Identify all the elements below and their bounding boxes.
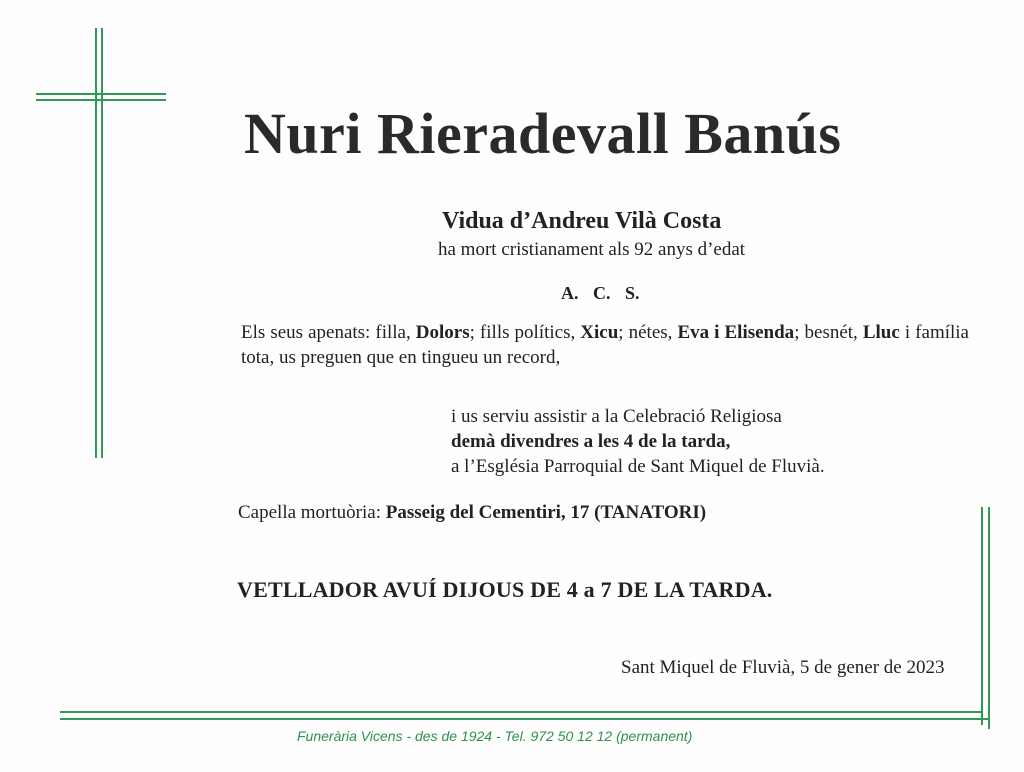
cross-horizontal-line: [36, 93, 166, 95]
family-text: ; nétes,: [618, 322, 678, 343]
frame-horizontal-line: [60, 718, 990, 720]
inlaws-name: Xicu: [580, 322, 619, 343]
acs-abbreviation: A. C. S.: [561, 283, 640, 303]
ceremony-line-3: a l’Església Parroquial de Sant Miquel de Fluvià.: [451, 456, 825, 477]
chapel-address: Passeig del Cementiri, 17 (TANATORI): [385, 502, 707, 523]
wake-line: VETLLADOR AVUÍ DIJOUS DE 4 a 7 DE LA TARDA.: [237, 577, 773, 602]
daughter-name: Dolors: [415, 322, 470, 343]
widow-of-line: Vidua d’Andreu Vilà Costa: [442, 208, 722, 234]
funeral-home-footer: Funerària Vicens - des de 1924 - Tel. 972 50 12 12 (permanent): [297, 728, 693, 744]
frame-horizontal-line: [60, 711, 983, 713]
deceased-name: Nuri Rieradevall Banús: [244, 101, 842, 166]
greatgrandson-name: Lluc: [862, 322, 900, 343]
ceremony-line-2: demà divendres a les 4 de la tarda,: [451, 431, 731, 452]
family-text: ; fills polítics,: [469, 322, 581, 343]
cross-horizontal-line: [36, 99, 166, 101]
family-text: i família tota, us preguen que en tingueu un record,: [241, 322, 969, 368]
frame-vertical-line: [988, 507, 990, 729]
family-text: ; besnét,: [794, 322, 863, 343]
frame-vertical-line: [981, 507, 983, 725]
death-line: ha mort cristianament als 92 anys d’edat: [438, 239, 746, 260]
chapel-line: [238, 502, 706, 524]
granddaughters-names: Eva i Elisenda: [677, 322, 795, 343]
chapel-label: Capella mortuòria:: [238, 502, 386, 523]
family-paragraph: [241, 320, 969, 370]
ceremony-block: [451, 404, 825, 479]
family-text: Els seus apenats: filla,: [241, 322, 416, 343]
ceremony-line-1: i us serviu assistir a la Celebració Religiosa: [451, 406, 782, 427]
place-date-line: Sant Miquel de Fluvià, 5 de gener de 2023: [621, 657, 945, 678]
